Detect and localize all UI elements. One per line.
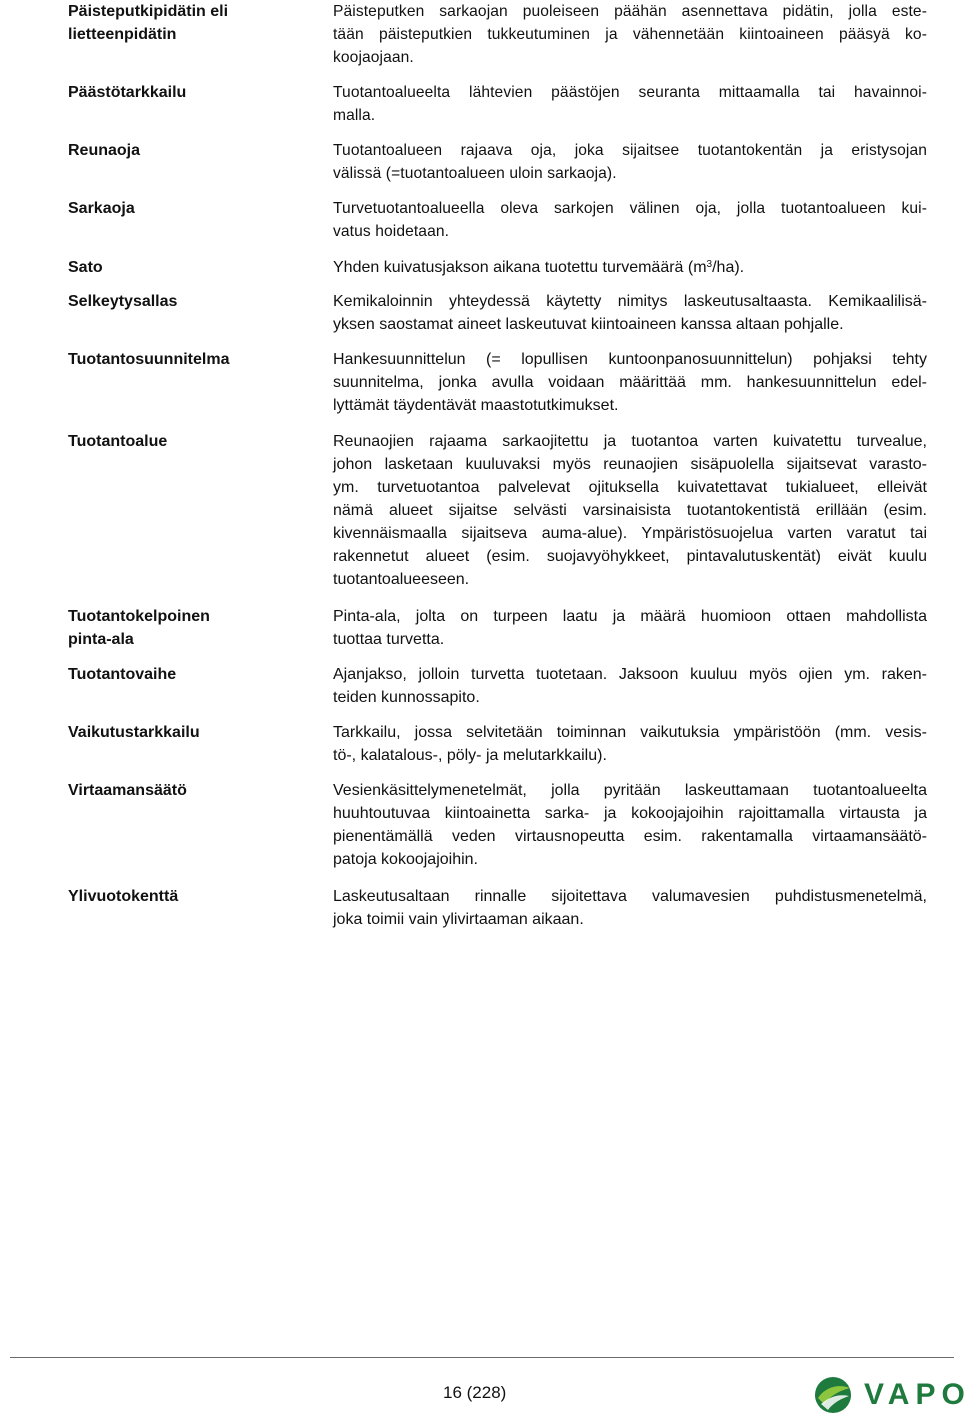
definition (333, 256, 927, 279)
term-line: Päisteputkipidätin eli (68, 3, 229, 20)
term-line: Virtaamansäätö (68, 782, 187, 799)
definition-line: malla. (333, 107, 376, 124)
definition-line: teiden kunnossapito. (333, 689, 480, 706)
definition-line: patoja kokoojajoihin. (333, 851, 478, 868)
term (68, 197, 308, 220)
definition (333, 721, 927, 767)
definition-line: lyttämät täydentävät maastotutkimukset. (333, 397, 619, 414)
definition-line: tö-, kalatalous-, pöly- ja melutarkkailu). (333, 747, 607, 764)
definition (333, 605, 927, 651)
term (68, 256, 308, 279)
term (68, 605, 308, 651)
term-line: Sato (68, 259, 103, 276)
definition-line: Tuotantoalueen rajaava oja, joka sijaitsee tuotantokentän ja eristysojan (333, 142, 927, 159)
definition-line: Päisteputken sarkaojan puoleiseen päähän asennettava pidätin, jolla este- (333, 3, 927, 20)
page-number: 16 (228) (443, 1383, 507, 1402)
definition-line: Ajanjakso, jolloin turvetta tuotetaan. Jaksoon kuuluu myös ojien ym. raken- (333, 666, 927, 683)
term (68, 663, 308, 686)
definition-text: /ha). (712, 259, 745, 276)
term (68, 430, 308, 453)
definition (333, 139, 927, 185)
term-line: pinta-ala (68, 631, 134, 648)
definition-line: tuottaa turvetta. (333, 631, 445, 648)
term-line: Selkeytysallas (68, 293, 178, 310)
definition-line: Turvetuotantoalueella oleva sarkojen välinen oja, jolla tuotantoalueen kui- (333, 200, 927, 217)
term (68, 81, 308, 104)
term (68, 721, 308, 744)
vapo-logo (812, 1374, 971, 1416)
definition-text: Yhden kuivatusjakson aikana tuotettu turvemäärä (m (333, 259, 707, 276)
definition-line: Laskeutusaltaan rinnalle sijoitettava valumavesien puhdistusmenetelmä, (333, 888, 927, 905)
definition-line: ym. turvetuotantoa palvelevat ojituksella kuivatettavat tukialueet, elleivät (333, 479, 927, 496)
term-line: Sarkaoja (68, 200, 135, 217)
term-line: Ylivuotokenttä (68, 888, 179, 905)
definition-line: Vesienkäsittelymenetelmät, jolla pyritään laskeuttamaan tuotantoalueelta (333, 782, 927, 799)
superscript-exponent: 3 (706, 259, 713, 270)
term-line: Päästötarkkailu (68, 84, 187, 101)
definition (333, 663, 927, 709)
term-line: Vaikutustarkkailu (68, 724, 200, 741)
term-line: Tuotantokelpoinen (68, 608, 210, 625)
footer-divider (10, 1357, 954, 1358)
definition-line: huuhtoutuvaa kiintoainetta sarka- ja kokoojajoihin rajoittamalla virtausta ja (333, 805, 927, 822)
definition-line: Pinta-ala, jolta on turpeen laatu ja määrä huomioon ottaen mahdollista (333, 608, 927, 625)
definition (333, 348, 927, 417)
definition (333, 0, 927, 69)
definition (333, 779, 927, 871)
definition-line: välissä (=tuotantoalueen uloin sarkaoja). (333, 165, 617, 182)
definition-line: Tarkkailu, jossa selvitetään toiminnan vaikutuksia ympäristöön (mm. vesis- (333, 724, 927, 741)
term-line: lietteenpidätin (68, 26, 177, 43)
definition-line: pienentämällä veden virtausnopeutta esim. rakentamalla virtaamansäätö- (333, 828, 927, 845)
term (68, 885, 308, 908)
definition-line: vatus hoidetaan. (333, 223, 450, 240)
term-line: Reunaoja (68, 142, 141, 159)
term (68, 139, 308, 162)
term (68, 348, 308, 371)
definition (333, 81, 927, 127)
definition (333, 290, 927, 336)
definition (333, 197, 927, 243)
term (68, 0, 308, 46)
definition-line: joka toimii vain ylivirtaaman aikaan. (333, 911, 584, 928)
term-line: Tuotantosuunnitelma (68, 351, 230, 368)
definition (333, 885, 927, 931)
definition-line: tään päisteputkien tukkeutuminen ja vähennetään kiintoaineen pääsyä ko- (333, 26, 927, 43)
definition-line (333, 256, 927, 279)
term (68, 290, 308, 313)
definition-line: rakennetut alueet (esim. suojavyöhykkeet, pintavalutuskentät) eivät kuulu (333, 548, 927, 565)
definition (333, 430, 927, 591)
definition-line: Kemikaloinnin yhteydessä käytetty nimitys laskeutusaltaasta. Kemikaalilisä- (333, 293, 927, 310)
definition-line: Hankesuunnittelun (= lopullisen kuntoonpanosuunnittelun) pohjaksi tehty (333, 351, 927, 368)
logo-wordmark: VAPO (864, 1378, 971, 1411)
definition-line: suunnitelma, jonka avulla voidaan määrittää mm. hankesuunnittelun edel- (333, 374, 927, 391)
definition-line: tuotantoalueeseen. (333, 571, 470, 588)
term (68, 779, 308, 802)
definition-line: kivennäismaalla sijaitseva auma-alue). Ympäristösuojelua varten varatut tai (333, 525, 927, 542)
definition-line: Tuotantoalueelta lähtevien päästöjen seuranta mittaamalla tai havainnoi- (333, 84, 927, 101)
definition-line: johon lasketaan kuuluvaksi myös reunaojien sisäpuolella sijaitsevat varasto- (333, 456, 927, 473)
definition-line: Reunaojien rajaama sarkaojitettu ja tuotantoa varten kuivatettu turvealue, (333, 433, 927, 450)
vapo-emblem-icon (812, 1374, 858, 1416)
definition-line: nämä alueet sijaitse selvästi varsinaisista tuotantokentistä erillään (esim. (333, 502, 927, 519)
term-line: Tuotantoalue (68, 433, 168, 450)
definition-line: yksen saostamat aineet laskeutuvat kiintoaineen kanssa altaan pohjalle. (333, 316, 844, 333)
term-line: Tuotantovaihe (68, 666, 177, 683)
definition-line: koojaojaan. (333, 49, 414, 66)
